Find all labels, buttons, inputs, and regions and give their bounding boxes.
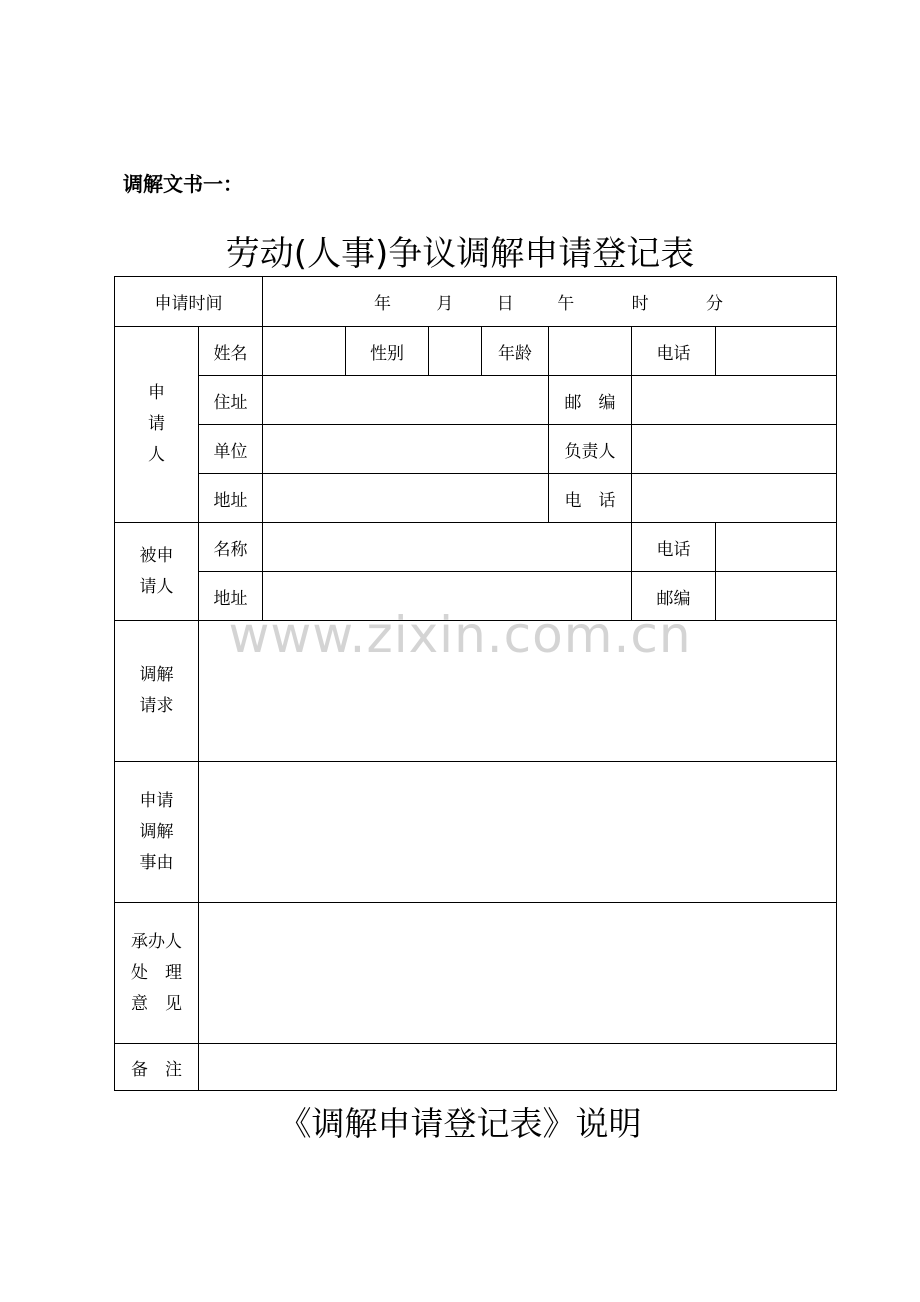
phone-field[interactable] [716,327,837,376]
phone-label: 电话 [632,327,716,376]
name-field[interactable] [263,327,346,376]
handler-opinion-field[interactable] [199,903,837,1044]
postcode-label: 邮 编 [549,376,632,425]
day-unit: 日 [496,294,514,314]
minute-unit: 分 [706,294,724,314]
month-unit: 月 [436,294,454,314]
age-field[interactable] [549,327,632,376]
respondent-address-label: 地址 [199,572,263,621]
hour-unit: 时 [631,294,649,314]
applicant-row-3 [115,425,837,474]
respondent-phone-label: 电话 [632,523,716,572]
employer-field[interactable] [263,425,549,474]
phone2-field[interactable] [632,474,837,523]
year-unit: 年 [373,294,391,314]
apply-time-row [115,277,837,327]
mediation-reason-row [115,762,837,903]
applicant-row-1 [115,327,837,376]
age-label: 年龄 [482,327,549,376]
form-title: 劳动(人事)争议调解申请登记表 [225,234,695,274]
respondent-row-1 [115,523,837,572]
employer-label: 单位 [199,425,263,474]
watermark: www.zixin.com.cn [228,606,692,664]
remarks-field[interactable] [199,1044,837,1091]
gender-field[interactable] [429,327,482,376]
explanation-title: 《调解申请登记表》说明 [278,1104,642,1143]
mediation-request-label: 调解 请求 [115,621,199,762]
applicant-group-label: 申 请 人 [115,327,199,523]
respondent-phone-field[interactable] [716,523,837,572]
apply-time-field[interactable] [263,277,837,327]
address-field[interactable] [263,474,549,523]
registration-form-table [114,276,837,1091]
address-label: 地址 [199,474,263,523]
document-heading: 调解文书一： [123,172,243,196]
entity-name-field[interactable] [263,523,632,572]
respondent-group-label: 被申 请人 [115,523,199,621]
respondent-postcode-label: 邮编 [632,572,716,621]
postcode-field[interactable] [632,376,837,425]
entity-name-label: 名称 [199,523,263,572]
handler-opinion-row [115,903,837,1044]
handler-opinion-label: 承办人 处 理 意 见 [115,903,199,1044]
phone2-label: 电 话 [549,474,632,523]
apply-time-label: 申请时间 [115,277,263,327]
remarks-row [115,1044,837,1091]
mediation-reason-field[interactable] [199,762,837,903]
residence-label: 住址 [199,376,263,425]
gender-label: 性别 [346,327,429,376]
applicant-row-2 [115,376,837,425]
noon-unit: 午 [557,294,575,314]
mediation-reason-label: 申请 调解 事由 [115,762,199,903]
person-in-charge-field[interactable] [632,425,837,474]
remarks-label: 备 注 [115,1044,199,1091]
person-in-charge-label: 负责人 [549,425,632,474]
residence-field[interactable] [263,376,549,425]
name-label: 姓名 [199,327,263,376]
applicant-row-4 [115,474,837,523]
